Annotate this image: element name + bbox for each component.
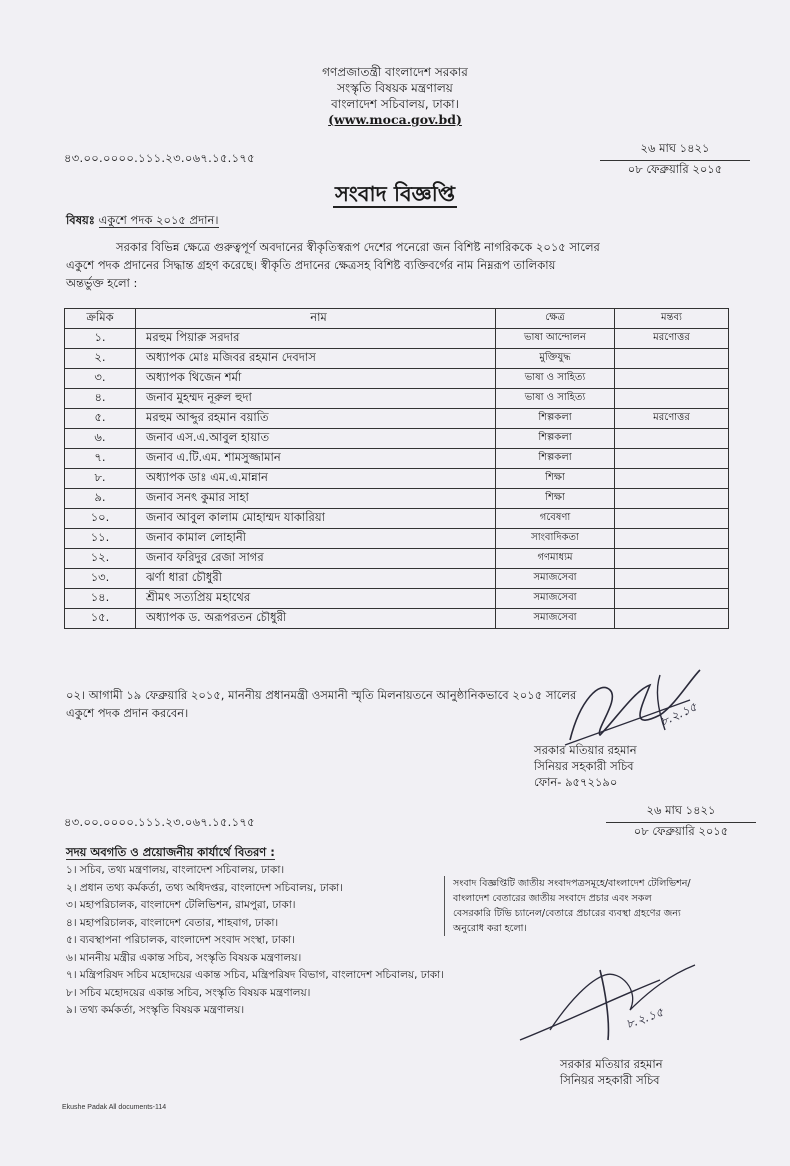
memo-reference: ৪৩.০০.০০০০.১১১.২৩.০৬৭.১৫.১৭৫: [64, 151, 255, 165]
document-title-text: সংবাদ বিজ্ঞপ্তি: [334, 182, 456, 206]
distribution-title: [66, 844, 275, 863]
cell-remark: [615, 349, 729, 369]
subject-label: বিষয়ঃ: [66, 213, 95, 227]
cell-remark: [615, 449, 729, 469]
cell-name: জনাব এস.এ.আবুল হায়াত: [136, 429, 496, 449]
table-row: [65, 409, 729, 429]
govt-name: গণপ্রজাতন্ত্রী বাংলাদেশ সরকার: [322, 65, 468, 79]
cell-field: শিল্পকলা: [496, 429, 615, 449]
signatory-phone: ফোন- ৯৫৭২১৯০: [534, 775, 618, 789]
distribution-item: ২। প্রধান তথ্য কর্মকর্তা, তথ্য অধিদপ্তর, বাংলাদেশ সচিবালয়, ঢাকা।: [66, 881, 343, 894]
header-name: নাম: [136, 309, 496, 329]
para2-line: ০২। আগামী ১৯ ফেব্রুয়ারি ২০১৫, মাননীয় প্রধানমন্ত্রী ওসমানী স্মৃতি মিলনায়তনে আনুষ্ঠানিকভাবে ২০১৫ সালের: [66, 688, 577, 702]
distribution-item: ৮। সচিব মহোদয়ের একান্ত সচিব, সংস্কৃতি বিষয়ক মন্ত্রণালয়।: [66, 986, 311, 999]
cell-field: ভাষা আন্দোলন: [496, 329, 615, 349]
cell-field: ভাষা ও সাহিত্য: [496, 369, 615, 389]
cell-field: সমাজসেবা: [496, 569, 615, 589]
table-row: [65, 469, 729, 489]
distribution-item: ৯। তথ্য কর্মকর্তা, সংস্কৃতি বিষয়ক মন্ত্রণালয়।: [66, 1004, 245, 1016]
cell-remark: [615, 389, 729, 409]
signatory-designation: সিনিয়র সহকারী সচিব: [534, 759, 634, 773]
cell-remark: [615, 489, 729, 509]
cell-name: জনাব মুহম্মদ নূরুল হুদা: [136, 389, 496, 409]
distribution-item: ৭। মন্ত্রিপরিষদ সচিব মহোদয়ের একান্ত সচিব, মন্ত্রিপরিষদ বিভাগ, বাংলাদেশ সচিবালয়, ঢাকা।: [66, 969, 444, 981]
cell-serial: ১.: [65, 329, 136, 349]
cell-name: জনাব কামাল লোহানী: [136, 529, 496, 549]
signatory-name-2: সরকার মতিয়ার রহমান: [560, 1057, 663, 1071]
signatory-block: [534, 742, 637, 790]
note-line: সংবাদ বিজ্ঞপ্তিটি জাতীয় সংবাদপত্রসমূহে/বাংলাদেশ টেলিভিশন/: [453, 878, 691, 889]
cell-name: অধ্যাপক মোঃ মজিবর রহমান দেবদাস: [136, 349, 496, 369]
cell-remark: [615, 429, 729, 449]
broadcast-note: [444, 876, 773, 936]
website-link[interactable]: (www.moca.gov.bd): [328, 112, 462, 127]
cell-remark: [615, 509, 729, 529]
table-row: [65, 369, 729, 389]
header-serial: ক্রমিক: [65, 309, 136, 329]
cell-field: শিক্ষা: [496, 469, 615, 489]
office-address: বাংলাদেশ সচিবালয়, ঢাকা।: [331, 97, 459, 111]
cell-serial: ৫.: [65, 409, 136, 429]
intro-line: সরকার বিভিন্ন ক্ষেত্রে গুরুত্বপূর্ণ অবদানের স্বীকৃতিস্বরূপ দেশের পনেরো জন বিশিষ্ট নাগরিককে ২০১৫ সালের: [116, 240, 600, 254]
cell-remark: মরণোত্তর: [615, 329, 729, 349]
cell-field: শিল্পকলা: [496, 449, 615, 469]
cell-remark: [615, 469, 729, 489]
cell-name: শ্রীমৎ সত্যপ্রিয় মহাথের: [136, 589, 496, 609]
table-row: [65, 429, 729, 449]
cell-serial: ১১.: [65, 529, 136, 549]
date-bangla-copy: ২৬ মাঘ ১৪২১: [606, 802, 756, 823]
cell-remark: [615, 369, 729, 389]
table-row: [65, 589, 729, 609]
distribution-item: ৫। ব্যবস্থাপনা পরিচালক, বাংলাদেশ সংবাদ সংস্থা, ঢাকা।: [66, 934, 295, 946]
cell-remark: [615, 549, 729, 569]
note-line: বাংলাদেশ বেতারের জাতীয় সংবাদে প্রচার এবং সকল: [453, 893, 652, 904]
cell-field: শিল্পকলা: [496, 409, 615, 429]
cell-serial: ৪.: [65, 389, 136, 409]
note-line: অনুরোধ করা হলো।: [453, 923, 527, 934]
cell-name: জনাব ফরিদুর রেজা সাগর: [136, 549, 496, 569]
table-row: [65, 389, 729, 409]
intro-paragraph: [66, 238, 756, 292]
date-bangla: ২৬ মাঘ ১৪২১: [600, 140, 750, 161]
document-title: [0, 178, 790, 213]
cell-name: জনাব আবুল কালাম মোহাম্মদ যাকারিয়া: [136, 509, 496, 529]
distribution-item: ১। সচিব, তথ্য মন্ত্রণালয়, বাংলাদেশ সচিবালয়, ঢাকা।: [66, 864, 285, 876]
cell-name: অধ্যাপক ড. অরূপরতন চৌধুরী: [136, 609, 496, 629]
subject-text: একুশে পদক ২০১৫ প্রদান।: [98, 213, 219, 227]
signature-image-2: [510, 960, 710, 1050]
table-row: [65, 349, 729, 369]
cell-name: ঝর্ণা ধারা চৌধুরী: [136, 569, 496, 589]
cell-field: মুক্তিযুদ্ধ: [496, 349, 615, 369]
cell-serial: ১২.: [65, 549, 136, 569]
cell-serial: ৬.: [65, 429, 136, 449]
cell-serial: ৮.: [65, 469, 136, 489]
cell-field: শিক্ষা: [496, 489, 615, 509]
cell-serial: ৭.: [65, 449, 136, 469]
distribution-item: ৬। মাননীয় মন্ত্রীর একান্ত সচিব, সংস্কৃতি বিষয়ক মন্ত্রণালয়।: [66, 951, 302, 964]
ministry-name: সংস্কৃতি বিষয়ক মন্ত্রণালয়: [337, 81, 453, 95]
cell-remark: [615, 589, 729, 609]
cell-field: গণমাধ্যম: [496, 549, 615, 569]
note-line: বেসরকারি টিভি চ্যানেল/বেতারে প্রচারের ব্যবস্থা গ্রহণের জন্য: [453, 908, 681, 919]
cell-remark: [615, 609, 729, 629]
distribution-title-text: সদয় অবগতি ও প্রয়োজনীয় কার্যার্থে বিতরণ :: [66, 845, 275, 859]
memo-reference-copy: ৪৩.০০.০০০০.১১১.২৩.০৬৭.১৫.১৭৫: [64, 815, 255, 829]
header-remark: মন্তব্য: [615, 309, 729, 329]
table-row: [65, 329, 729, 349]
signatory-block-2: [560, 1056, 663, 1088]
distribution-item: ৪। মহাপরিচালক, বাংলাদেশ বেতার, শাহবাগ, ঢাকা।: [66, 916, 279, 929]
table-row: [65, 609, 729, 629]
awardees-table: [64, 308, 729, 629]
para2-line: একুশে পদক প্রদান করবেন।: [66, 706, 189, 720]
cell-serial: ১৪.: [65, 589, 136, 609]
signatory-designation-2: সিনিয়র সহকারী সচিব: [560, 1073, 660, 1087]
cell-serial: ২.: [65, 349, 136, 369]
table-row: [65, 569, 729, 589]
table-row: [65, 549, 729, 569]
handwritten-date: ৮.২.১৫: [658, 699, 700, 729]
cell-remark: মরণোত্তর: [615, 409, 729, 429]
distribution-item: ৩। মহাপরিচালক, বাংলাদেশ টেলিভিশন, রামপুরা, ঢাকা।: [66, 899, 296, 911]
signatory-name: সরকার মতিয়ার রহমান: [534, 743, 637, 757]
table-row: [65, 449, 729, 469]
table-row: [65, 509, 729, 529]
cell-serial: ৯.: [65, 489, 136, 509]
document-footer: Ekushe Padak All documents-114: [62, 1104, 167, 1111]
cell-field: ভাষা ও সাহিত্য: [496, 389, 615, 409]
cell-name: জনাব সনৎ কুমার সাহা: [136, 489, 496, 509]
table-row: [65, 489, 729, 509]
date-english: ০৮ ফেব্রুয়ারি ২০১৫: [627, 162, 723, 176]
cell-field: সমাজসেবা: [496, 589, 615, 609]
table-row: [65, 529, 729, 549]
subject-line: [66, 211, 219, 229]
cell-name: মরহুম পিয়ারু সরদার: [136, 329, 496, 349]
table-header-row: [65, 309, 729, 329]
header-field: ক্ষেত্র: [496, 309, 615, 329]
cell-serial: ১০.: [65, 509, 136, 529]
cell-serial: ১৫.: [65, 609, 136, 629]
cell-name: অধ্যাপক থিজেন শর্মা: [136, 369, 496, 389]
intro-line: একুশে পদক প্রদানের সিদ্ধান্ত গ্রহণ করেছে। স্বীকৃতি প্রদানের ক্ষেত্রসহ বিশিষ্ট ব্যক্তিবর্গের নাম নিম্নরূপ তালিকায়: [66, 258, 556, 272]
cell-field: সাংবাদিকতা: [496, 529, 615, 549]
date-english-copy: ০৮ ফেব্রুয়ারি ২০১৫: [633, 824, 729, 838]
memo-date-copy: [606, 802, 756, 842]
cell-serial: ৩.: [65, 369, 136, 389]
letterhead: [0, 64, 790, 128]
cell-name: মরহুম আব্দুর রহমান বয়াতি: [136, 409, 496, 429]
intro-line: অন্তর্ভুক্ত হলো :: [66, 276, 138, 290]
cell-remark: [615, 569, 729, 589]
handwritten-date-2: ৮.২.১৫: [624, 1004, 666, 1032]
cell-name: অধ্যাপক ডাঃ এম.এ.মান্নান: [136, 469, 496, 489]
memo-date: [600, 140, 750, 180]
cell-field: গবেষণা: [496, 509, 615, 529]
cell-field: সমাজসেবা: [496, 609, 615, 629]
cell-name: জনাব এ.টি.এম. শামসুজ্জামান: [136, 449, 496, 469]
cell-serial: ১৩.: [65, 569, 136, 589]
cell-remark: [615, 529, 729, 549]
